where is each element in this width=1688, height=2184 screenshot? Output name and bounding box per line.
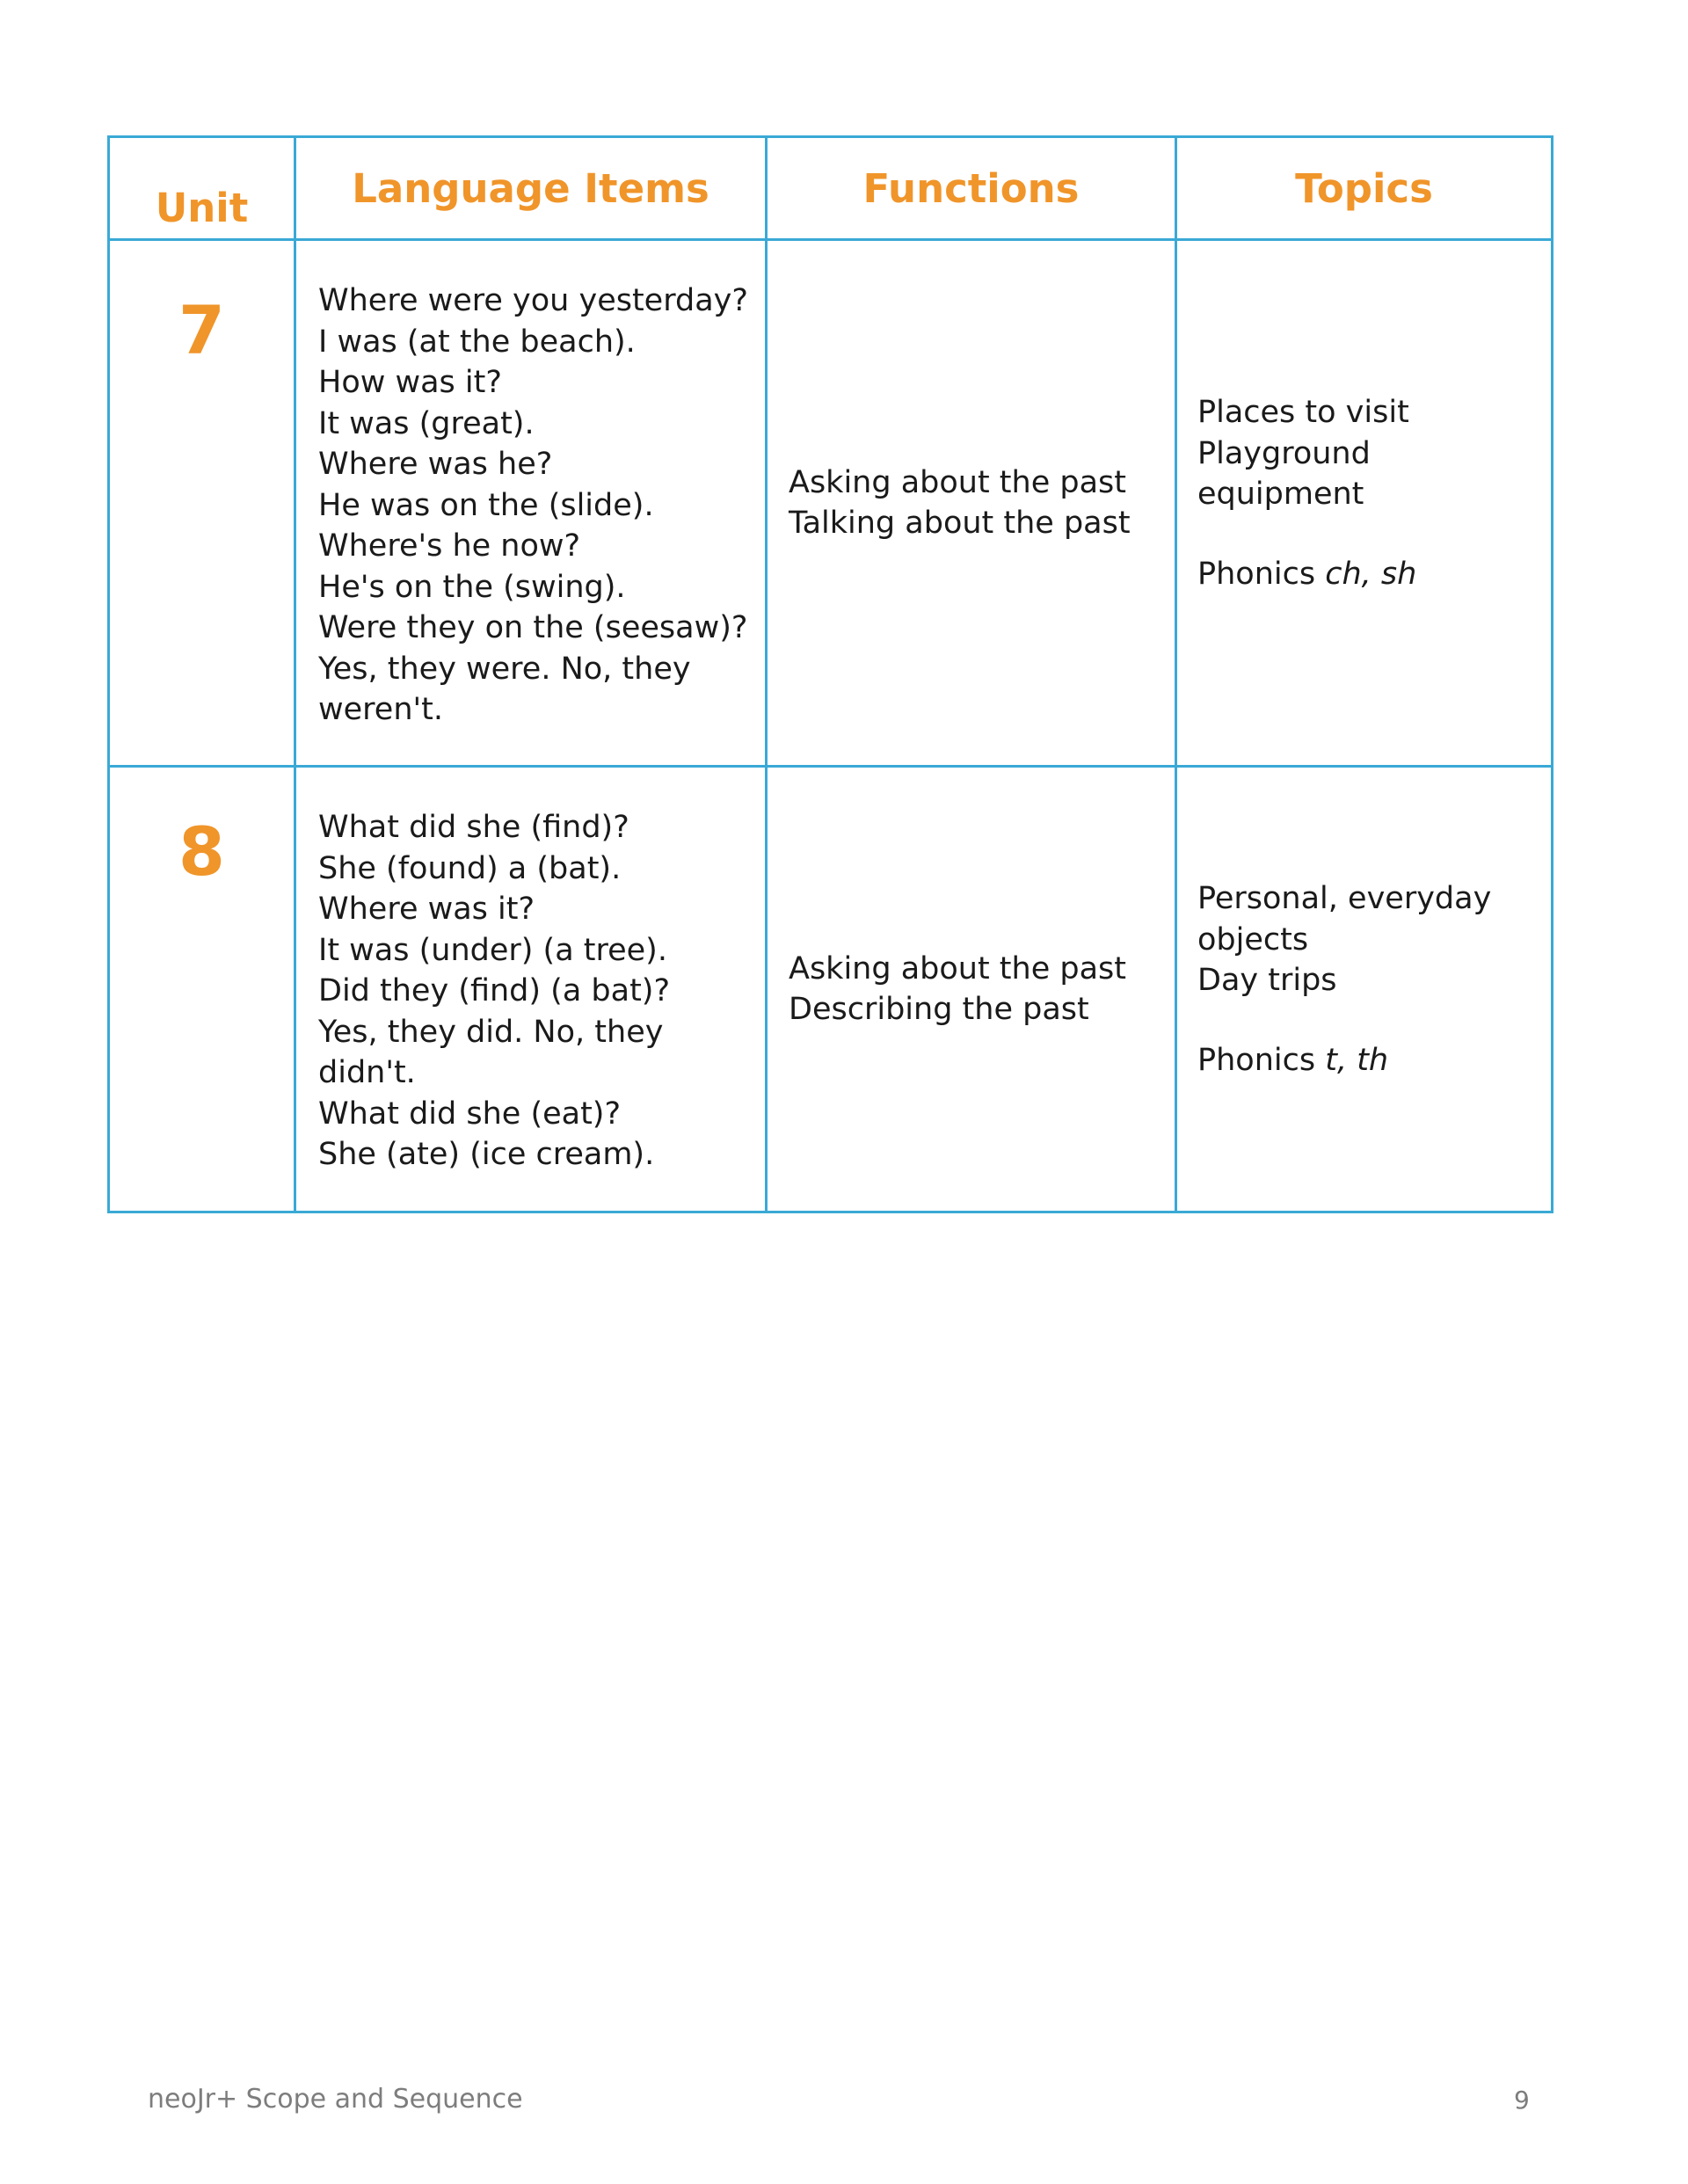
- language-item: She (ate) (ice cream).: [318, 1137, 655, 1172]
- topic-item: Personal, everyday objects: [1197, 881, 1492, 957]
- unit-number: 8: [178, 812, 225, 891]
- function-item: Describing the past: [789, 992, 1089, 1027]
- topics-column-header: Topics: [1176, 137, 1553, 240]
- language-item: She (found) a (bat).: [318, 850, 622, 886]
- functions-list: [768, 949, 1175, 1030]
- function-item: Asking about the past: [789, 464, 1126, 500]
- function-item: Asking about the past: [789, 950, 1126, 986]
- language-item: Were they on the (seesaw)?: [318, 610, 748, 645]
- page-number: 9: [1514, 2086, 1530, 2115]
- topics-cell: [1176, 767, 1553, 1212]
- language-item: It was (great).: [318, 405, 535, 441]
- unit-column-header: Unit: [109, 137, 295, 240]
- topics-list: [1177, 878, 1551, 1081]
- language-items-column-header: Language Items: [295, 137, 767, 240]
- language-items-list: [296, 768, 765, 1176]
- language-item: Did they (find) (a bat)?: [318, 973, 671, 1008]
- functions-cell: [767, 240, 1176, 767]
- topics-list: [1177, 392, 1551, 594]
- functions-cell: [767, 767, 1176, 1212]
- language-items-list: [296, 241, 765, 731]
- phonics-line: [1197, 554, 1542, 595]
- unit-number: 7: [178, 291, 225, 369]
- language-items-cell: [295, 240, 767, 767]
- language-item: Yes, they did. No, they didn't.: [318, 1014, 664, 1090]
- topic-spacer: [1197, 515, 1542, 554]
- unit-cell: [109, 767, 295, 1212]
- language-item: How was it?: [318, 365, 502, 400]
- topic-item: Places to visit: [1197, 395, 1409, 430]
- footer-title: neoJr+ Scope and Sequence: [148, 2084, 523, 2115]
- topic-item: Playground equipment: [1197, 435, 1371, 512]
- phonics-label: Phonics: [1197, 1042, 1316, 1078]
- language-items-cell: [295, 767, 767, 1212]
- table-header-row: [109, 137, 1553, 240]
- topic-spacer: [1197, 1001, 1542, 1040]
- language-item: What did she (eat)?: [318, 1096, 622, 1132]
- language-item: He's on the (swing).: [318, 569, 626, 605]
- language-item: He was on the (slide).: [318, 487, 654, 523]
- phonics-sounds: ch, sh: [1325, 556, 1417, 592]
- phonics-line: [1197, 1040, 1542, 1081]
- language-item: Where's he now?: [318, 528, 581, 564]
- functions-list: [768, 462, 1175, 544]
- language-item: Where were you yesterday?: [318, 283, 748, 318]
- language-item: I was (at the beach).: [318, 324, 636, 360]
- language-item: Yes, they were. No, they weren't.: [318, 651, 691, 727]
- language-item: What did she (find)?: [318, 810, 629, 845]
- table-row: [109, 767, 1553, 1212]
- function-item: Talking about the past: [789, 506, 1131, 541]
- phonics-label: Phonics: [1197, 556, 1316, 592]
- language-item: Where was it?: [318, 892, 535, 927]
- topics-cell: [1176, 240, 1553, 767]
- unit-cell: [109, 240, 295, 767]
- phonics-sounds: t, th: [1325, 1042, 1389, 1078]
- table-row: [109, 240, 1553, 767]
- functions-column-header: Functions: [767, 137, 1176, 240]
- language-item: Where was he?: [318, 447, 553, 482]
- language-item: It was (under) (a tree).: [318, 932, 667, 968]
- topic-item: Day trips: [1197, 963, 1337, 998]
- scope-and-sequence-table: [107, 135, 1553, 1213]
